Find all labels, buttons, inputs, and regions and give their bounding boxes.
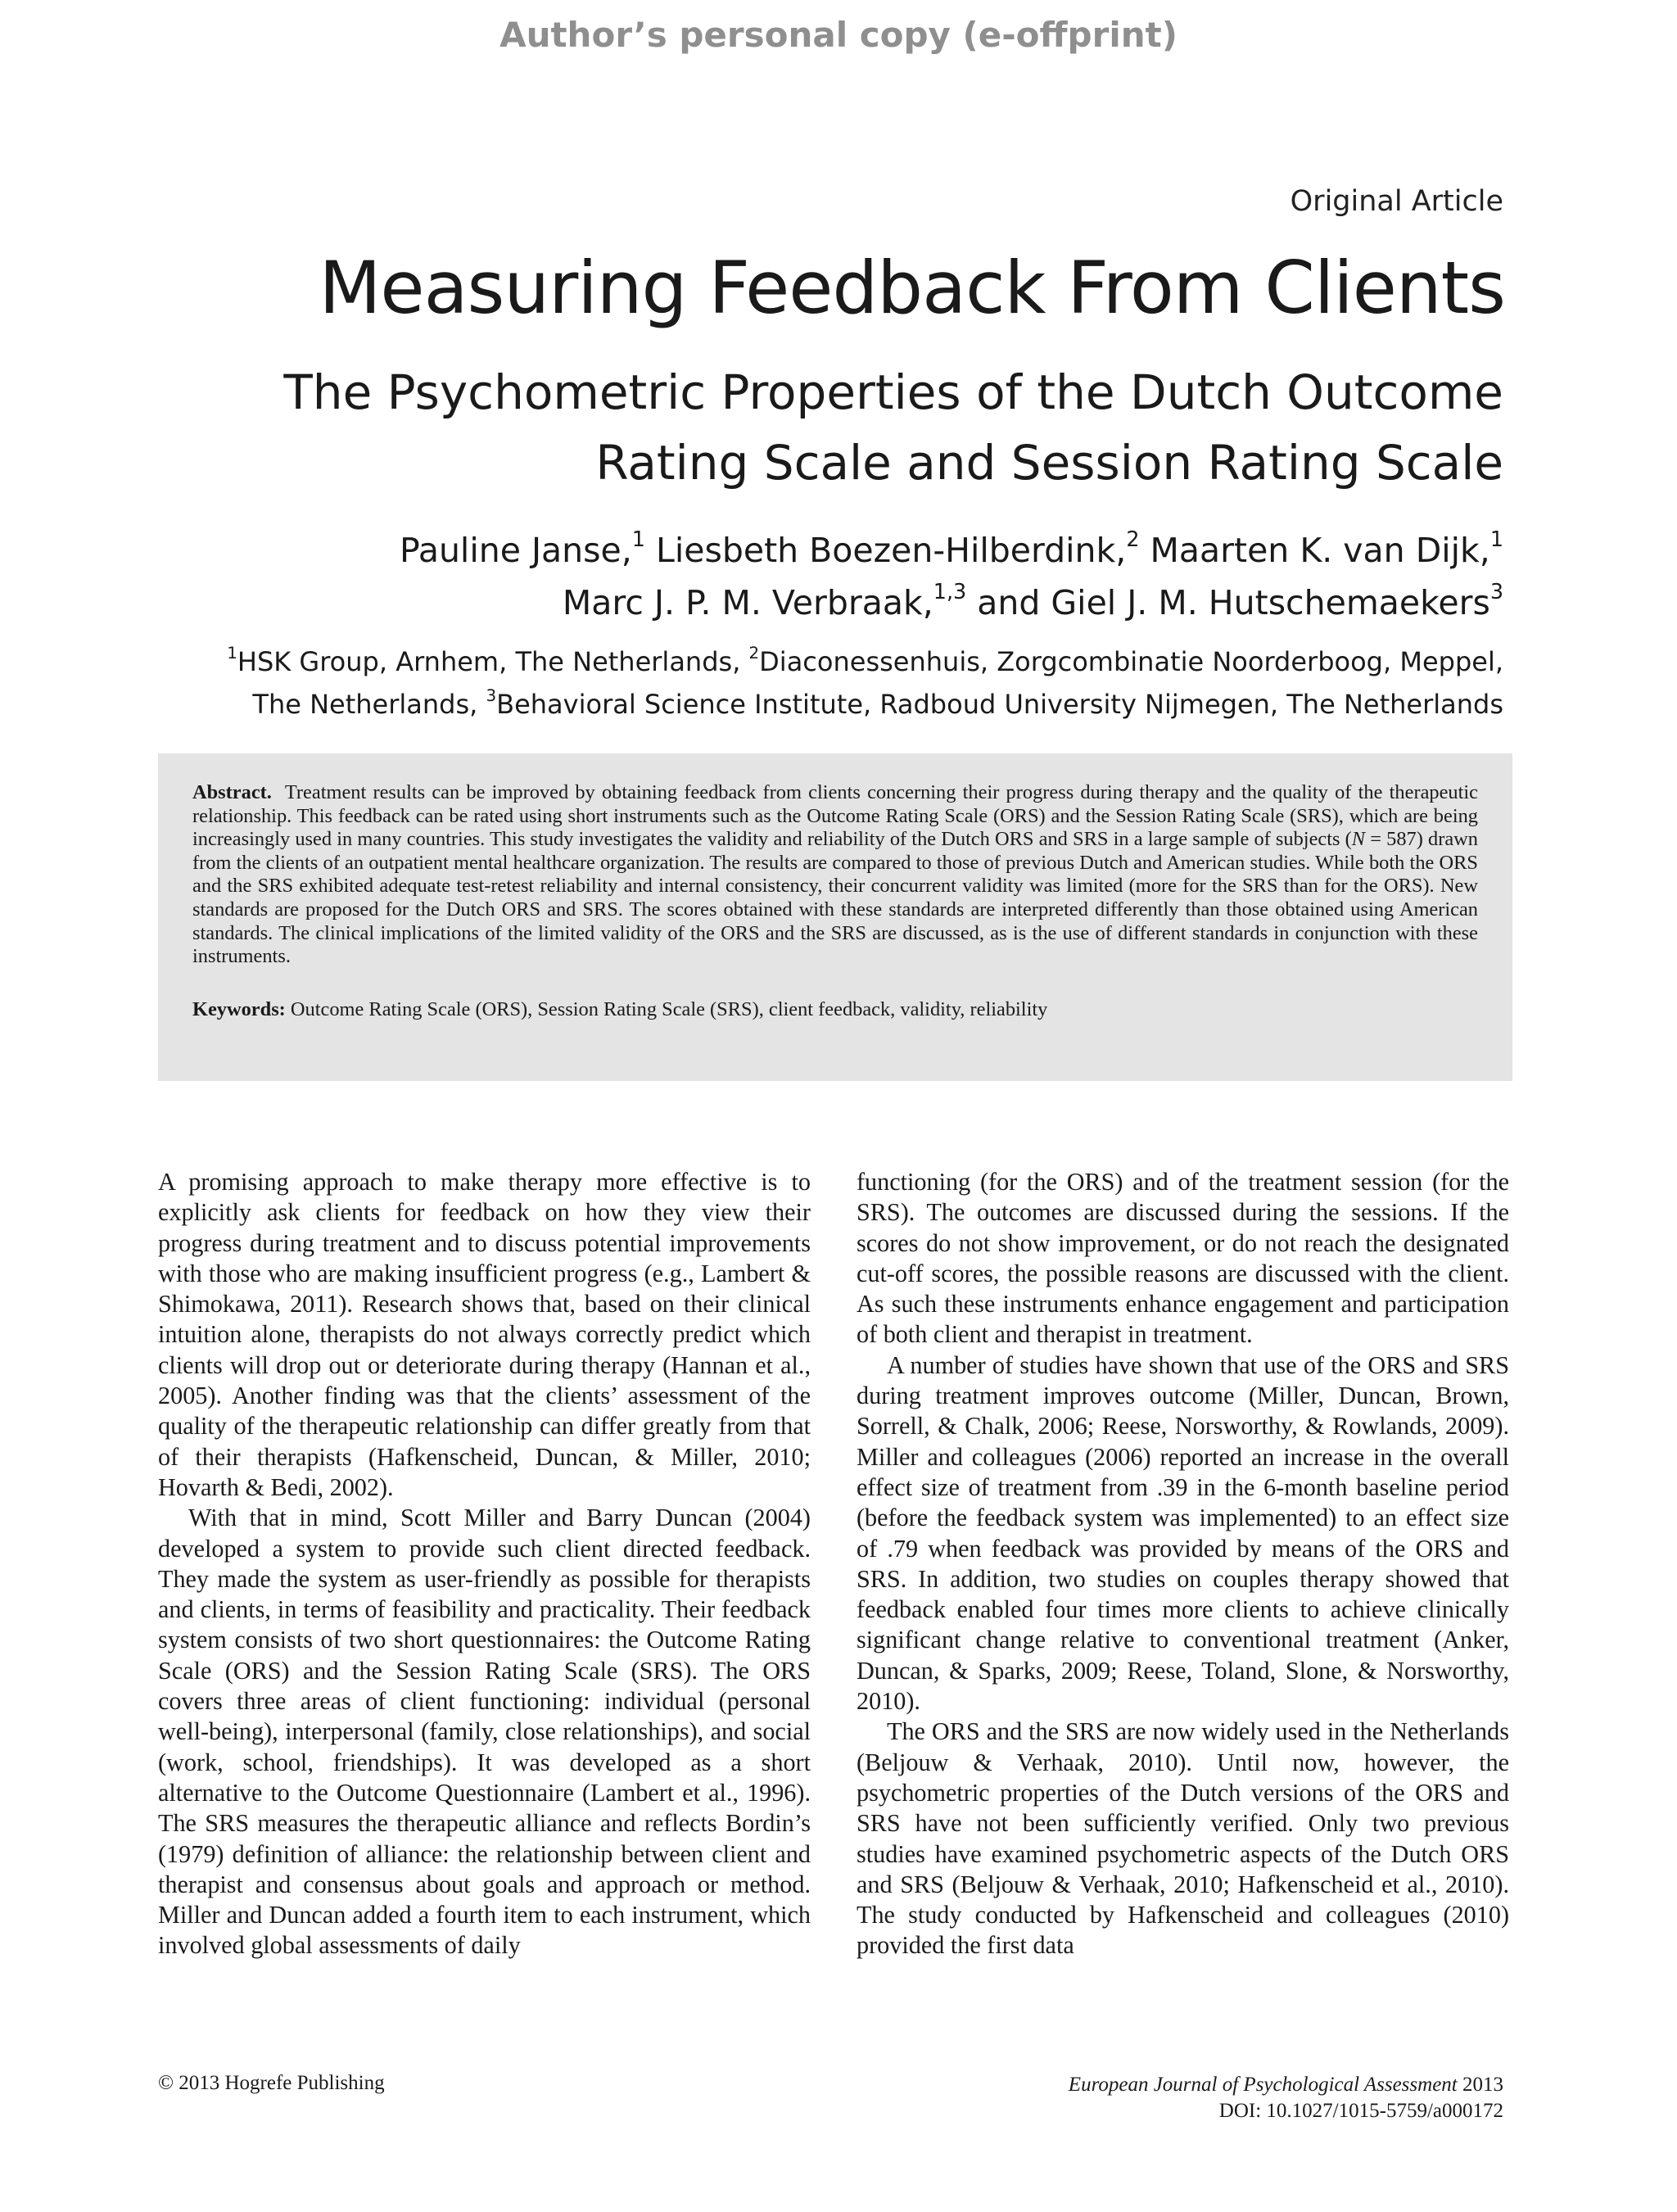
affiliation-text: HSK Group, Arnhem, The Netherlands,	[237, 646, 749, 677]
author-affiliation-mark: 1	[631, 526, 645, 551]
keywords-text: Outcome Rating Scale (ORS), Session Rating Scale (SRS), client feedback, validity, reliability	[290, 997, 1048, 1020]
journal-line	[1069, 2072, 1503, 2098]
affiliation-text: The Netherlands,	[252, 689, 486, 720]
copyright-notice: © 2013 Hogrefe Publishing	[158, 2072, 385, 2094]
sample-size-symbol: N	[1351, 828, 1366, 851]
author-name: and Giel J. M. Hutschemaekers	[977, 583, 1490, 622]
author-name: Pauline Janse,	[399, 531, 632, 570]
affiliations	[29, 640, 1503, 726]
abstract-box	[158, 753, 1512, 1081]
affiliation-line-2	[29, 683, 1503, 726]
author-line-2	[62, 577, 1503, 629]
affiliation-mark: 3	[486, 686, 497, 706]
subtitle-line-1: The Psychometric Properties of the Dutch Outcome	[283, 364, 1503, 420]
keywords	[192, 998, 1478, 1021]
keywords-label: Keywords:	[192, 997, 286, 1020]
journal-citation	[1069, 2072, 1503, 2124]
author-affiliation-mark: 2	[1126, 526, 1140, 551]
author-affiliation-mark: 1,3	[933, 578, 967, 604]
author-affiliation-mark: 1	[1489, 526, 1503, 551]
affiliation-mark: 1	[227, 644, 237, 663]
body-paragraph: The ORS and the SRS are now widely used in the Netherlands (Beljouw & Verhaak, 2010). Until now, however, the psychometric properties of the Dutch versions of the ORS and SRS have not been sufficiently verified. Only two previous studies have examined psychometric aspects of the Dutch ORS and SRS (Beljouw & Verhaak, 2010; Hafkenscheid et al., 2010). The study conducted by Hafkenscheid and colleagues (2010) provided the first data	[857, 1717, 1509, 1960]
article-subtitle	[62, 357, 1503, 498]
author-list	[62, 524, 1503, 629]
author-line-1	[62, 524, 1503, 577]
abstract-body-part-1: Treatment results can be improved by obtaining feedback from clients concerning their progress during therapy and the quality of the therapeutic relationship. This feedback can be rated using short instruments such as the Outcome Rating Scale (ORS) and the Session Rating Scale (SRS), which are being increasingly used in many countries. This study investigates the validity and reliability of the Dutch ORS and SRS in a large sample of subjects (	[192, 781, 1478, 851]
body-paragraph: With that in mind, Scott Miller and Barry Duncan (2004) developed a system to provide such client directed feedback. They made the system as user-friendly as possible for therapists and clients, in terms of feasibility and practicality. Their feedback system consists of two short questionnaires: the Outcome Rating Scale (ORS) and the Session Rating Scale (SRS). The ORS covers three areas of client functioning: individual (personal well-being), interpersonal (family, close relationships), and social (work, school, friendships). It was developed as a short alternative to the Outcome Questionnaire (Lambert et al., 1996). The SRS measures the therapeutic alliance and reflects Bordin’s (1979) definition of alliance: the relationship between client and therapist and consensus about goals and approach or method. Miller and Duncan added a fourth item to each instrument, which involved global assessments of daily	[158, 1504, 811, 1960]
abstract-body-part-2: = 587) drawn from the clients of an outpatient mental healthcare organization. The results are compared to those of previous Dutch and American studies. While both the ORS and the SRS exhibited adequate test-retest reliability and internal consistency, their concurrent validity was limited (more for the SRS than for the ORS). New standards are proposed for the Dutch ORS and SRS. The scores obtained with these standards are interpreted differently than those obtained using American standards. The clinical implications of the limited validity of the ORS and the SRS are discussed, as is the use of different standards in conjunction with these instruments.	[192, 828, 1478, 968]
journal-year: 2013	[1457, 2074, 1503, 2096]
abstract-label: Abstract.	[192, 781, 272, 803]
body-paragraph: functioning (for the ORS) and of the treatment session (for the SRS). The outcomes are discussed during the sessions. If the scores do not show improvement, or do not reach the designated cut-off scores, the possible reasons are discussed with the client. As such these instruments enhance engagement and participation of both client and therapist in treatment.	[857, 1168, 1509, 1349]
doi: DOI: 10.1027/1015-5759/a000172	[1218, 2100, 1503, 2122]
body-column-left	[158, 1167, 811, 1961]
affiliation-mark: 2	[748, 644, 760, 663]
affiliation-text: Diaconessenhuis, Zorgcombinatie Noorderboog, Meppel,	[759, 646, 1503, 677]
body-paragraph: A number of studies have shown that use of the ORS and SRS during treatment improves outcome (Miller, Duncan, Brown, Sorrell, & Chalk, 2006; Reese, Norsworthy, & Rowlands, 2009). Miller and colleagues (2006) reported an increase in the overall effect size of treatment from .39 in the 6-month baseline period (before the feedback system was implemented) to an effect size of .79 when feedback was provided by means of the ORS and SRS. In addition, two studies on couples therapy showed that feedback enabled four times more clients to achieve clinically significant change relative to conventional treatment (Anker, Duncan, & Sparks, 2009; Reese, Toland, Slone, & Norsworthy, 2010).	[857, 1350, 1509, 1716]
abstract-text	[192, 781, 1478, 969]
author-affiliation-mark: 3	[1489, 578, 1503, 604]
offprint-banner: Author’s personal copy (e-offprint)	[499, 15, 1178, 55]
author-name: Maarten K. van Dijk,	[1150, 531, 1490, 570]
article-title: Measuring Feedback From Clients	[319, 246, 1505, 330]
body-column-right	[857, 1167, 1509, 1961]
journal-name: European Journal of Psychological Assessment	[1068, 2074, 1458, 2096]
subtitle-line-2: Rating Scale and Session Rating Scale	[595, 435, 1503, 491]
article-type-label: Original Article	[1290, 185, 1503, 218]
affiliation-text: Behavioral Science Institute, Radboud University Nijmegen, The Netherlands	[496, 689, 1503, 720]
author-name: Marc J. P. M. Verbraak,	[562, 583, 933, 622]
affiliation-line-1	[29, 640, 1503, 683]
author-name: Liesbeth Boezen-Hilberdink,	[656, 531, 1127, 570]
body-paragraph: A promising approach to make therapy more effective is to explicitly ask clients for feedback on how they view their progress during treatment and to discuss potential improvements with those who are making insufficient progress (e.g., Lambert & Shimokawa, 2011). Research shows that, based on their clinical intuition alone, therapists do not always correctly predict which clients will drop out or deteriorate during therapy (Hannan et al., 2005). Another finding was that the clients’ assessment of the quality of the therapeutic relationship can differ greatly from that of their therapists (Hafkenscheid, Duncan, & Miller, 2010; Hovarth & Bedi, 2002).	[158, 1168, 811, 1501]
